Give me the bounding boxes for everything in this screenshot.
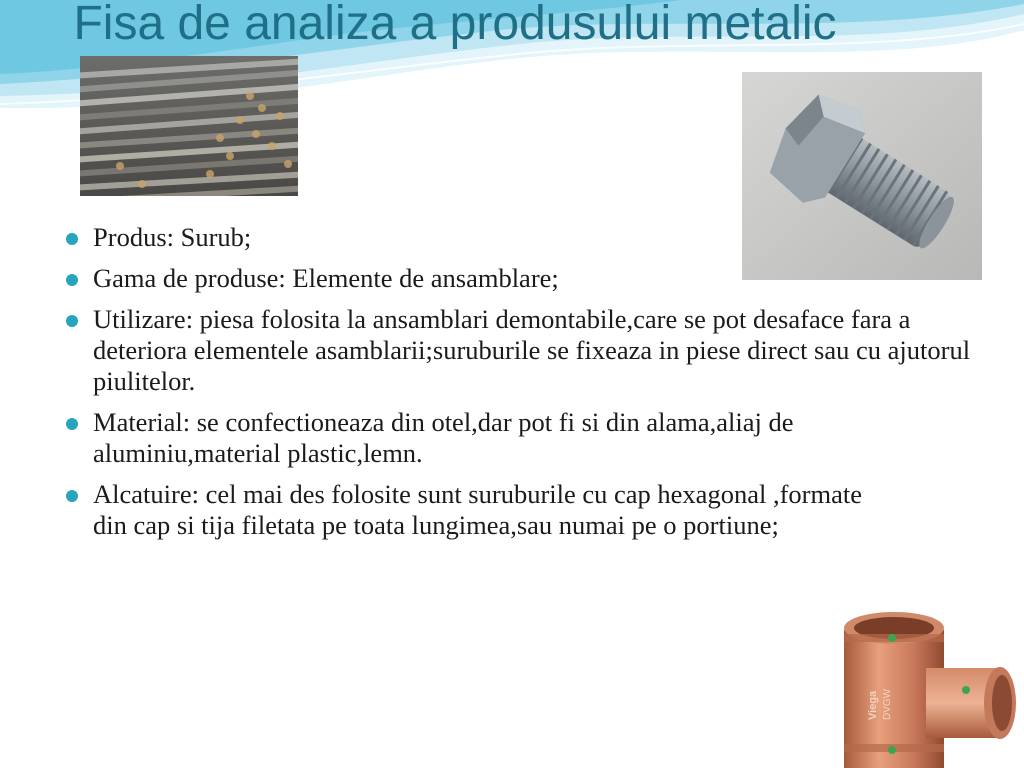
copper-tee-fitting-photo [816,590,1024,768]
bullet-dot-icon [66,274,78,286]
bullet-dot-icon [66,490,78,502]
bullet-item [62,263,962,294]
rebar-photo [80,56,298,196]
bullet-dot-icon [66,315,78,327]
bullet-text: Material: se confectioneaza din otel,dar pot fi si din alama,aliaj de aluminiu,material plastic,lemn. [93,407,794,468]
bullet-list [62,222,971,551]
bullet-text: Utilizare: piesa folosita la ansamblari demontabile,care se pot desaface fara a deteriora elementele asamblarii;suruburile se fixeaza in piese direct sau cu ajutorul piulitelor. [93,304,971,396]
pipe-brand-label: Viega [867,690,879,720]
slide-title: Fisa de analiza a produsului metalic [73,0,837,50]
bullet-text: Gama de produse: Elemente de ansamblare; [93,263,559,293]
bullet-item [62,407,893,469]
bullet-item [62,479,893,541]
bullet-text: Produs: Surub; [93,222,252,252]
bullet-item [62,304,973,397]
pipe-mark-label: DVGW [882,688,893,720]
bullet-dot-icon [66,418,78,430]
bullet-dot-icon [66,233,78,245]
bullet-item [62,222,962,253]
bullet-text: Alcatuire: cel mai des folosite sunt suruburile cu cap hexagonal ,formate din cap si tija filetata pe toata lungimea,sau numai pe o portiune; [93,479,862,540]
